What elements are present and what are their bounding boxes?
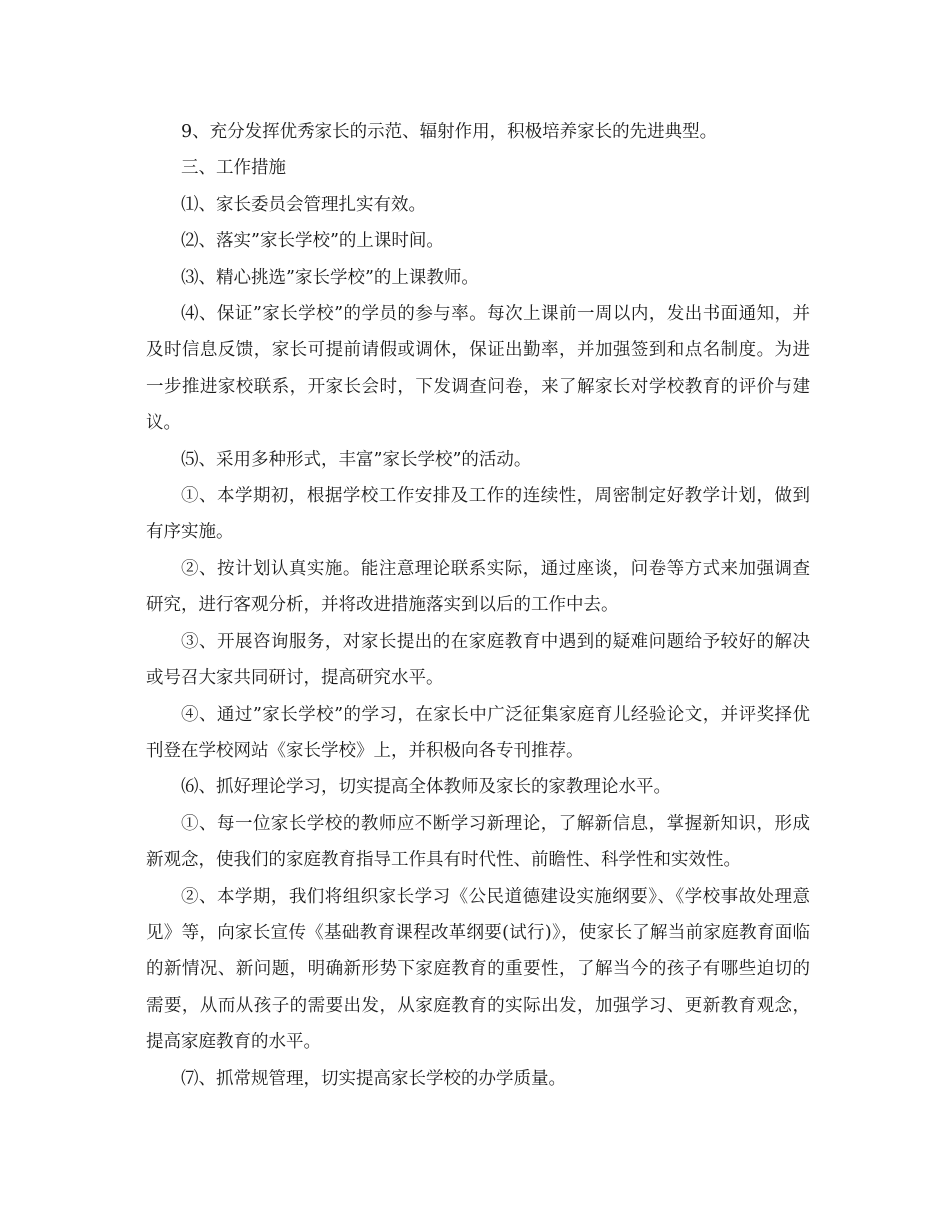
document-body	[146, 114, 810, 1097]
paragraph-measure-5: ⑸、采用多种形式，丰富”家长学校”的活动。	[181, 449, 532, 470]
paragraph-measure-5-item-2: ②、按计划认真实施。能注意理论联系实际，通过座谈，问卷等方式来加强调查研究，进行客观分析，并将改进措施落实到以后的工作中去。	[146, 558, 810, 616]
paragraph-measure-6-item-2: ②、本学期，我们将组织家长学习《公民道德建设实施纲要》、《学校事故处理意见》等，向家长宣传《基础教育课程改革纲要(试行)》，使家长了解当前家庭教育面临的新情况、新问题，明确新形势下家庭教育的重要性，了解当今的孩子有哪些迫切的需要，从而从孩子的需要出发，从家庭教育的实际出发，加强学习、更新教育观念，提高家庭教育的水平。	[146, 886, 810, 1053]
paragraph-measure-6: ⑹、抓好理论学习，切实提高全体教师及家长的家教理论水平。	[181, 777, 671, 798]
paragraph-measure-4: ⑷、保证”家长学校”的学员的参与率。每次上课前一周以内，发出书面通知，并及时信息反馈，家长可提前请假或调休，保证出勤率，并加强签到和点名制度。为进一步推进家校联系，开家长会时，下发调查问卷，来了解家长对学校教育的评价与建议。	[146, 304, 810, 434]
paragraph-measure-5-item-4: ④、通过”家长学校”的学习，在家长中广泛征集家庭育儿经验论文，并评奖择优刊登在学校网站《家长学校》上，并积极向各专刊推荐。	[146, 704, 810, 761]
paragraph-measure-6-item-1: ①、每一位家长学校的教师应不断学习新理论，了解新信息，掌握新知识，形成新观念，使我们的家庭教育指导工作具有时代性、前瞻性、科学性和实效性。	[146, 813, 810, 871]
paragraph-measure-3: ⑶、精心挑选”家长学校”的上课教师。	[181, 267, 479, 288]
paragraph-goal-9: 9、充分发挥优秀家长的示范、辐射作用，积极培养家长的先进典型。	[181, 122, 718, 142]
section-heading-work-measures: 三、工作措施	[181, 158, 286, 179]
paragraph-measure-7: ⑺、抓常规管理，切实提高家长学校的办学质量。	[181, 1068, 566, 1089]
paragraph-measure-5-item-3: ③、开展咨询服务，对家长提出的在家庭教育中遇到的疑难问题给予较好的解决或号召大家共同研讨，提高研究水平。	[146, 631, 810, 689]
paragraph-measure-1: ⑴、家长委员会管理扎实有效。	[181, 194, 426, 215]
paragraph-measure-2: ⑵、落实”家长学校”的上课时间。	[181, 231, 444, 252]
paragraph-measure-5-item-1: ①、本学期初，根据学校工作安排及工作的连续性，周密制定好教学计划，做到有序实施。	[146, 486, 810, 543]
